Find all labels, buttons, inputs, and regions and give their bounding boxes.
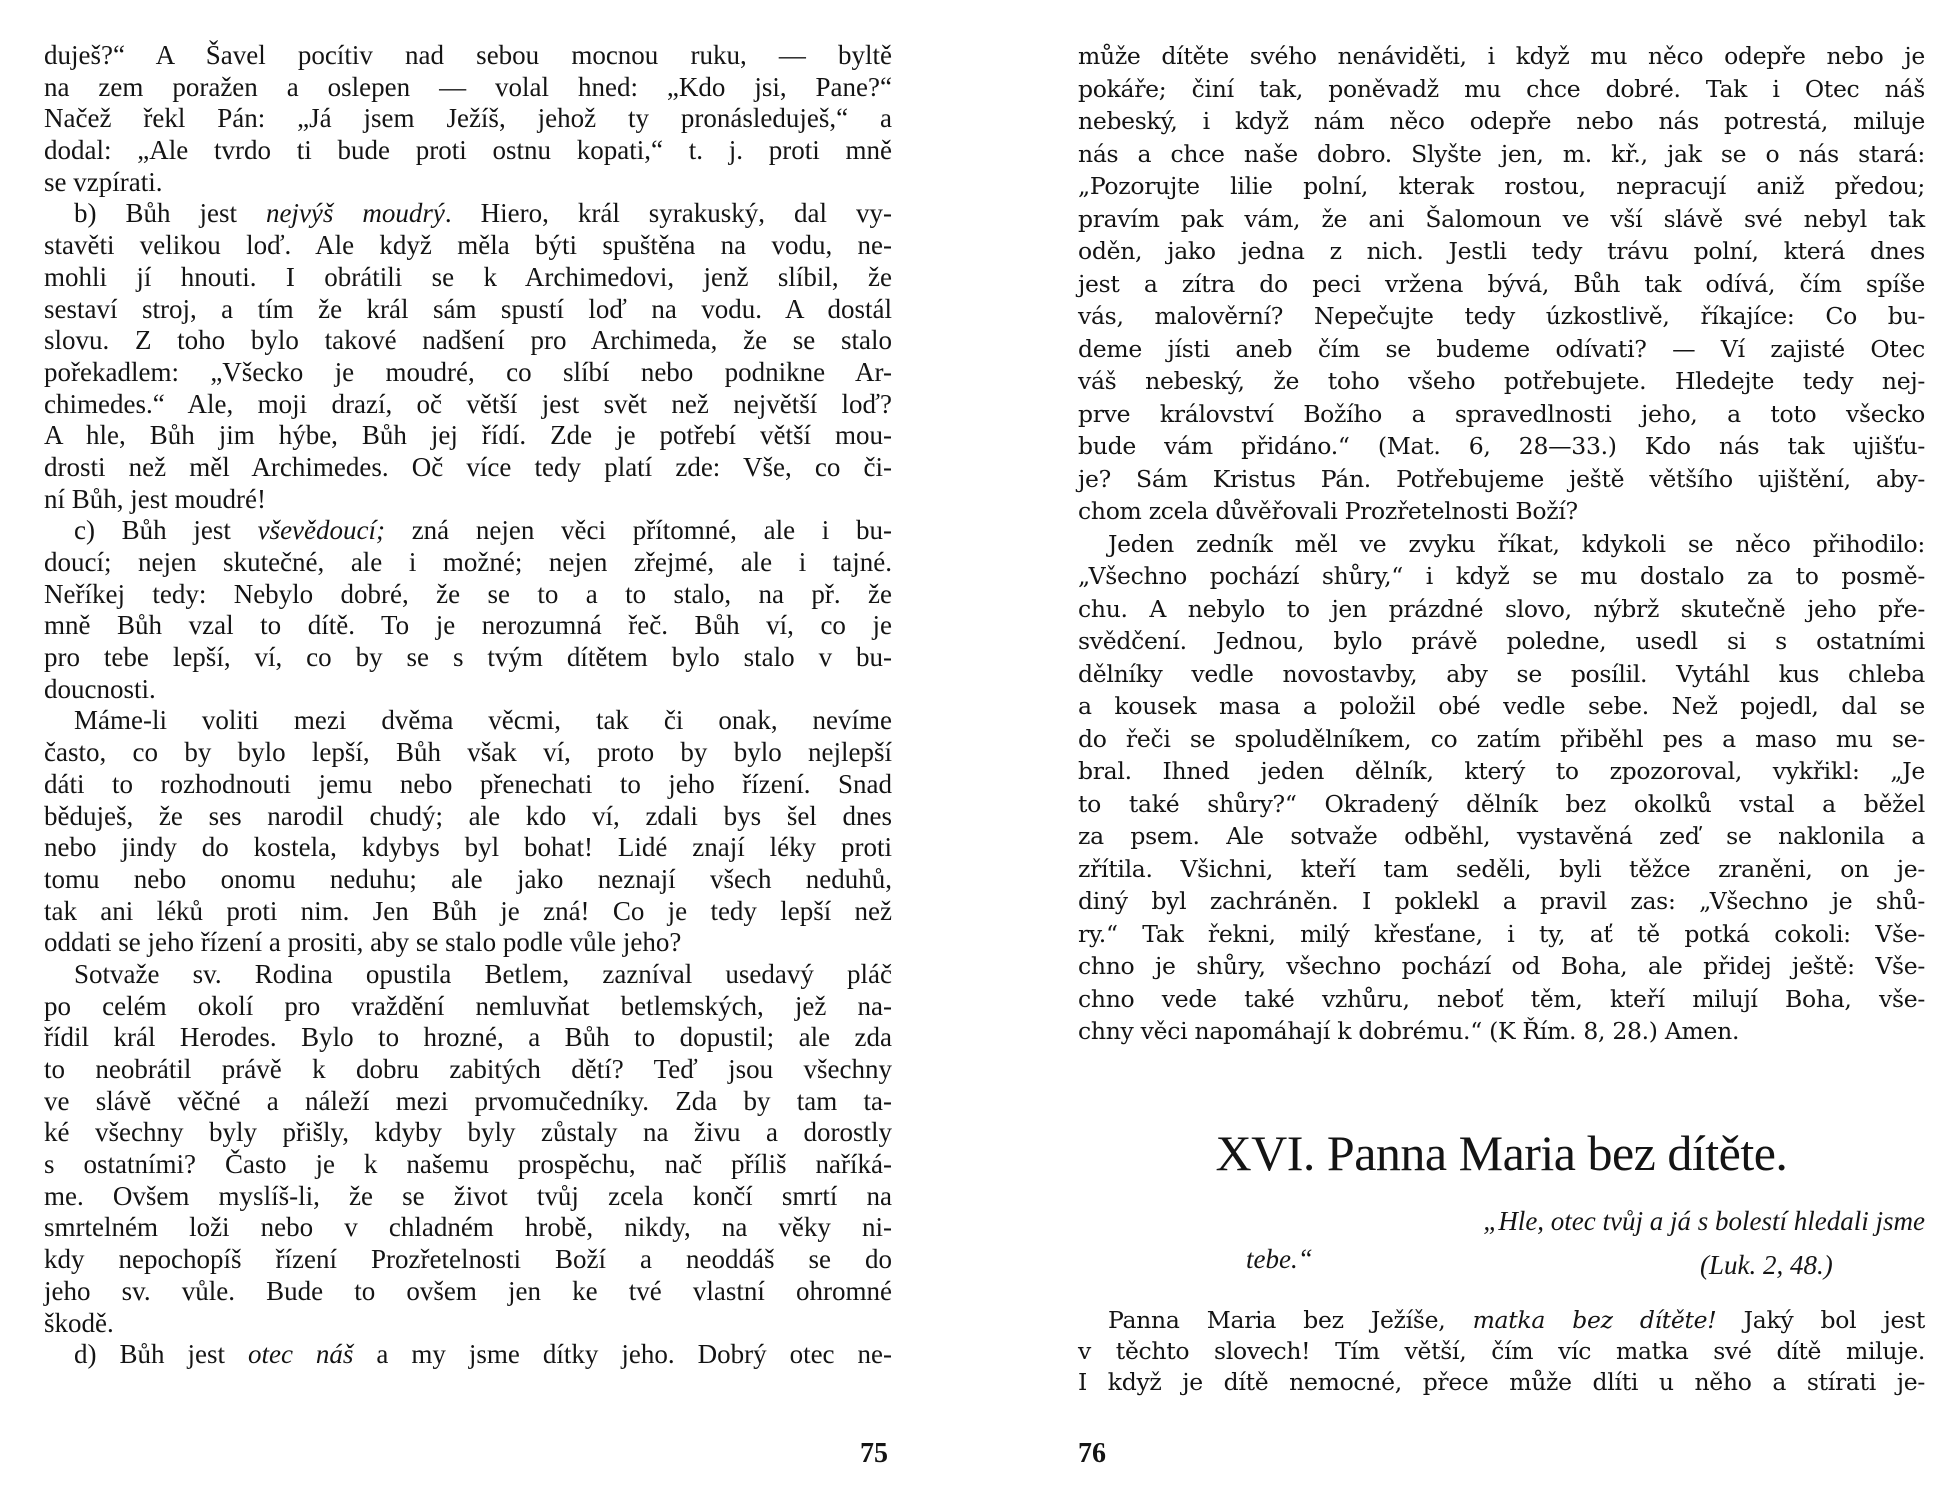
paragraph <box>1078 40 1925 528</box>
text-line: nebo jindy do kostela, kdybys byl bohat! Lidé znají léky proti <box>44 832 892 863</box>
chapter-body-text <box>1078 1305 1925 1398</box>
text-line: po celém okolí pro vraždění nemluvňat betlemských, jež na- <box>44 990 892 1021</box>
text-line: chno je shůry, všechno pochází od Boha, ale přidej ještě: Vše- <box>1078 952 1925 980</box>
text-line: chom zcela důvěřovali Prozřetelnosti Boží? <box>1078 497 1578 525</box>
text-line <box>1078 1305 1925 1336</box>
text-line: oddati se jeho řízení a prositi, aby se stalo podle vůle jeho? <box>44 927 682 958</box>
text-line: váš nebeský, že toho všeho potřebujete. Hledejte tedy nej- <box>1078 367 1925 395</box>
epigraph-line <box>1078 1240 1925 1278</box>
text-run: c) Bůh jest <box>74 515 258 546</box>
text-line: to také shůry?“ Okradený dělník bez okolků vstal a běžel <box>1078 789 1925 818</box>
text-line: zřítila. Všichni, kteří tam seděli, byli těžce zraněni, on je- <box>1078 854 1925 883</box>
text-line: pro tebe lepší, ví, co by se s tvým dítětem bylo stalo v bu- <box>44 642 892 673</box>
paragraph <box>44 1339 892 1371</box>
page-number-right: 76 <box>1078 1438 1106 1469</box>
text-line: oděn, jako jedna z nich. Jestli tedy trávu polní, která dnes <box>1078 237 1925 265</box>
text-run: Jaký bol jest <box>1716 1306 1925 1334</box>
text-line: Jeden zedník měl ve zvyku říkat, kdykoli se něco přihodilo: <box>1108 529 1925 558</box>
text-line: řídil král Herodes. Bylo to hrozné, a Bůh to dopustil; ale zda <box>44 1022 892 1053</box>
text-line: jest a zítra do peci vržena bývá, Bůh tak odívá, čím spíše <box>1078 269 1925 298</box>
text-run: a my jsme dítky jeho. Dobrý otec ne- <box>353 1339 892 1370</box>
text-line: na zem poražen a oslepen — volal hned: „Kdo jsi, Pane?“ <box>44 71 892 102</box>
text-line: škodě. <box>44 1307 114 1338</box>
emphasis-text: matka bez dítěte! <box>1472 1306 1717 1334</box>
text-line: me. Ovšem myslíš-li, že se život tvůj zcela končí smrtí na <box>44 1180 892 1211</box>
text-line: pravím pak vám, že ani Šalomoun ve vší slávě své nebyl tak <box>1078 204 1925 233</box>
text-line: chu. A nebylo to jen prázdné slovo, nýbrž skutečně jeho pře- <box>1078 594 1925 623</box>
text-line: je? Sám Kristus Pán. Potřebujeme ještě většího ujištění, aby- <box>1078 464 1925 493</box>
text-line: slovu. Z toho bylo takové nadšení pro Archimeda, že se stalo <box>44 325 892 356</box>
text-line: mně Bůh vzal to dítě. To je nerozumná řeč. Bůh ví, co je <box>44 610 892 641</box>
text-line: do řeči se spoludělníkem, co zatím přiběhl pes a maso mu se- <box>1078 724 1925 753</box>
text-line: Neříkej tedy: Nebylo dobré, že se to a to stalo, na př. že <box>44 578 892 609</box>
epigraph-line-end: tebe.“ <box>1246 1244 1313 1274</box>
paragraph <box>1078 528 1925 1048</box>
text-line: vás, malověrní? Nepečujte tedy úzkostlivě, říkajíce: Co bu- <box>1078 302 1925 330</box>
text-line: ké všechny byly přišly, kdyby byly zůstaly na živu a dorostly <box>44 1117 892 1148</box>
text-line: může dítěte svého nenáviděti, i když mu něco odepře nebo je <box>1078 42 1925 70</box>
text-line: dělníky vedle novostavby, aby se posílil. Vytáhl kus chleba <box>1078 659 1925 688</box>
text-line: ry.“ Tak řekni, milý křesťane, i ty, ať tě potká cokoli: Vše- <box>1078 919 1925 948</box>
text-run: Panna Maria bez Ježíše, <box>1108 1306 1473 1334</box>
text-line: mohli jí hnouti. I obrátili se k Archimedovi, jenž slíbil, že <box>44 261 892 292</box>
text-line: „Pozorujte lilie polní, kterak rostou, nepracují aniž předou; <box>1078 172 1925 200</box>
text-line: běduješ, že ses narodil chudý; ale kdo ví, zdali bys šel dnes <box>44 800 892 831</box>
text-line: kdy nepochopíš řízení Prozřetelnosti Boží a neoddáš se do <box>44 1244 892 1275</box>
text-line: A hle, Bůh jim hýbe, Bůh jej řídí. Zde je potřebí větší mou- <box>44 420 892 451</box>
text-line: svědčení. Jednou, bylo právě poledne, usedl si s ostatními <box>1078 627 1925 655</box>
paragraph <box>44 959 892 1339</box>
text-line: s ostatními? Často je k našemu prospěchu, nač příliš naříká- <box>44 1149 892 1180</box>
text-line: deme jísti aneb čím se budeme odívati? — Ví zajisté Otec <box>1078 334 1925 363</box>
text-line <box>44 515 892 547</box>
text-line: ní Bůh, jest moudré! <box>44 483 266 514</box>
text-line: chny věci napomáhají k dobrému.“ (K Řím. 8, 28.) Amen. <box>1078 1017 1740 1045</box>
text-line: stavěti velikou loď. Ale když měla býti spuštěna na vodu, ne- <box>44 230 892 261</box>
paragraph <box>44 40 892 198</box>
text-line: pořekadlem: „Všecko je moudré, co slíbí nebo podnikne Ar- <box>44 356 892 387</box>
text-line <box>44 198 892 230</box>
text-line: duješ?“ A Šavel pocítiv nad sebou mocnou ruku, — byltě <box>44 40 892 70</box>
emphasis-text: nejvýš moudrý <box>265 198 445 229</box>
text-line: Načež řekl Pán: „Já jsem Ježíš, jehož ty pronásleduješ,“ a <box>44 103 892 134</box>
text-run: b) Bůh jest <box>74 198 266 229</box>
text-line: diný byl zachráněn. I poklekl a pravil zas: „Všechno je shů- <box>1078 887 1925 915</box>
text-line: chno vede také vzhůru, neboť těm, kteří milují Boha, vše- <box>1078 984 1925 1013</box>
text-line: bude vám přidáno.“ (Mat. 6, 28—33.) Kdo nás tak ujišťu- <box>1078 432 1925 460</box>
epigraph <box>1078 1202 1925 1278</box>
paragraph <box>44 515 892 705</box>
text-line: bral. Ihned jeden dělník, který to zpozoroval, vykřikl: „Je <box>1078 757 1925 785</box>
emphasis-text: otec náš <box>247 1339 354 1370</box>
text-line: doucí; nejen skutečné, ale i možné; nejen zřejmé, ale i tajné. <box>44 547 892 577</box>
text-line: Máme-li voliti mezi dvěma věcmi, tak či onak, nevíme <box>74 705 892 736</box>
text-line: dáti to rozhodnouti jemu nebo přenechati to jeho řízení. Snad <box>44 768 892 799</box>
text-line: drosti než měl Archimedes. Oč více tedy platí zde: Vše, co či- <box>44 451 892 482</box>
text-line: doucnosti. <box>44 673 156 704</box>
emphasis-text: vševědoucí; <box>257 515 385 546</box>
text-line: a kousek masa a položil obé vedle sebe. Než pojedl, dal se <box>1078 692 1925 720</box>
text-line: dodal: „Ale tvrdo ti bude proti ostnu kopati,“ t. j. proti mně <box>44 135 892 166</box>
chapter-heading: XVI. Panna Maria bez dítěte. <box>1215 1125 1788 1181</box>
text-line: ve slávě věčné a náleží mezi prvomučedníky. Zda by tam ta- <box>44 1085 892 1116</box>
paragraph <box>44 198 892 515</box>
right-page-text <box>1078 40 1925 1048</box>
text-line: se vzpírati. <box>44 166 163 197</box>
left-page-text <box>44 40 892 1371</box>
text-line: nebeský, i když nám něco odepře nebo nás potrestá, miluje <box>1078 107 1925 135</box>
text-line <box>44 1339 892 1371</box>
text-line: to neobrátil právě k dobru zabitých dětí? Teď jsou všechny <box>44 1054 892 1084</box>
epigraph-line: „Hle, otec tvůj a já s bolestí hledali jsme <box>1483 1206 1925 1236</box>
text-line: sestaví stroj, a tím že král sám spustí loď na vodu. A dostál <box>44 293 892 324</box>
text-line: jeho sv. vůle. Bude to ovšem jen ke tvé vlastní ohromné <box>44 1275 892 1306</box>
text-line: často, co by bylo lepší, Bůh však ví, proto by bylo nejlepší <box>44 737 892 768</box>
text-line: v těchto slovech! Tím větší, čím víc matka své dítě miluje. <box>1078 1337 1925 1365</box>
text-line: tak ani léků proti nim. Jen Bůh je zná! Co je tedy lepší než <box>44 895 892 926</box>
text-run: d) Bůh jest <box>74 1339 248 1370</box>
text-line: Sotvaže sv. Rodina opustila Betlem, zazníval usedavý pláč <box>74 958 892 989</box>
paragraph <box>1078 1305 1925 1398</box>
text-line: tomu nebo onomu neduhu; ale jako neznají všech neduhů, <box>44 863 892 894</box>
text-line: prve království Božího a spravedlnosti jeho, a toto všecko <box>1078 399 1925 428</box>
text-line: „Všechno pochází shůry,“ i když se mu dostalo za to posmě- <box>1078 562 1925 590</box>
text-line: pokáře; činí tak, poněvadž mu chce dobré. Tak i Otec náš <box>1078 74 1925 103</box>
page-number-left: 75 <box>860 1438 888 1469</box>
paragraph <box>44 705 892 959</box>
epigraph-reference: (Luk. 2, 48.) <box>1700 1250 1833 1280</box>
text-line: chimedes.“ Ale, moji drazí, oč větší jest svět než největší loď? <box>44 388 892 419</box>
text-line: I když je dítě nemocné, přece může dlíti u něho a stírati je- <box>1078 1368 1925 1396</box>
text-run: zná nejen věci přítomné, ale i bu- <box>385 515 892 546</box>
text-line: za psem. Ale sotvaže odběhl, vystavěná zeď se naklonila a <box>1078 822 1925 850</box>
text-line: smrtelném loži nebo v chladném hrobě, nikdy, na věky ni- <box>44 1212 892 1243</box>
text-run: . Hiero, král syrakuský, dal vy- <box>444 198 892 229</box>
text-line: nás a chce naše dobro. Slyšte jen, m. kř., jak se o nás stará: <box>1078 139 1925 168</box>
